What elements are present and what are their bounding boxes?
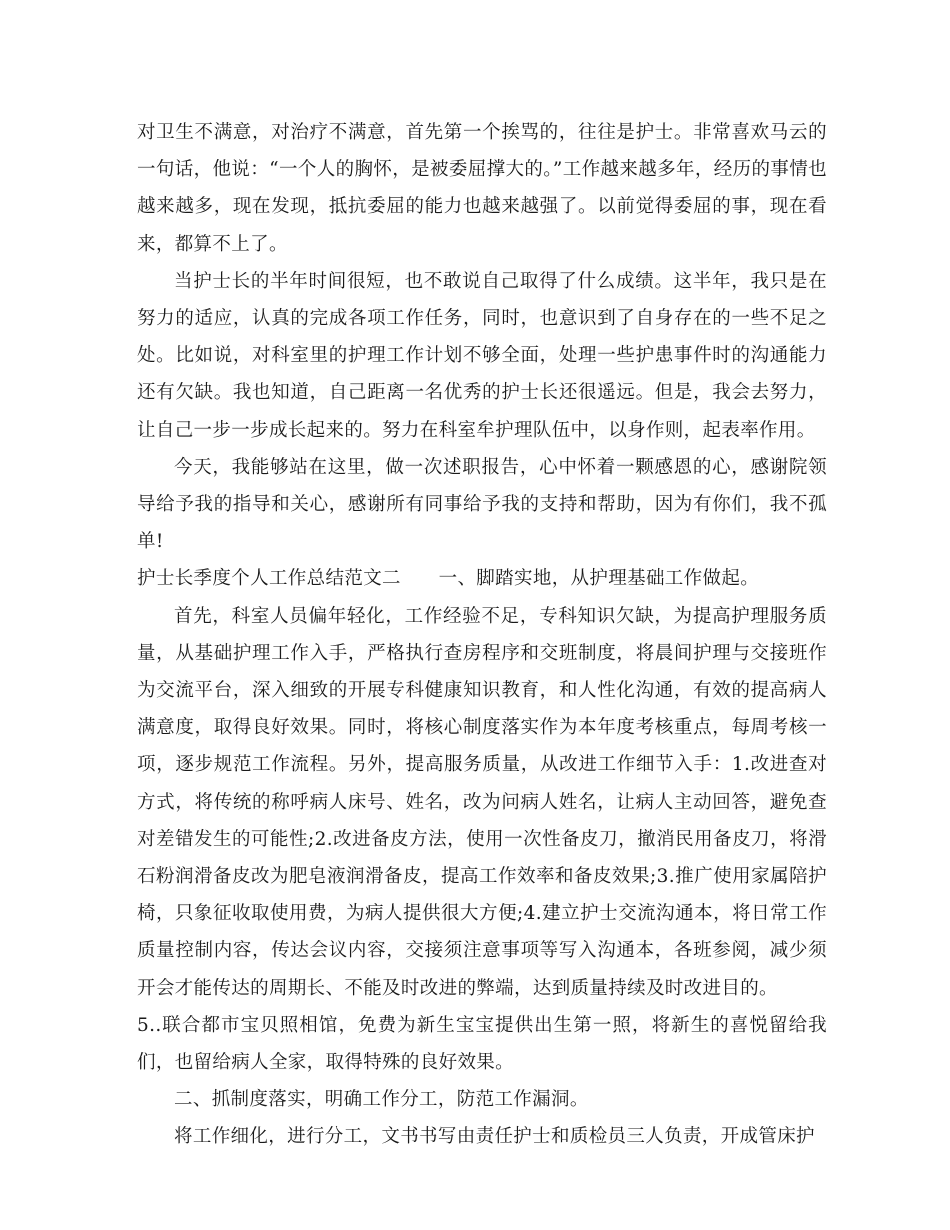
section-heading: 护士长季度个人工作总结范文二 一、脚踏实地，从护理基础工作做起。 [137, 568, 760, 590]
paragraph-2: 当护士长的半年时间很短，也不敢说自己取得了什么成绩。这半年，我只是在努力的适应，认真的完成各项工作任务，同时，也意识到了自身存在的一些不足之处。比如说，对科室里的护理工作计划不够全面，处理一些护患事件时的沟通能力还有欠缺。我也知道，自己距离一名优秀的护士长还很遥远。但是，我会去努力，让自己一步一步成长起来的。努力在科室牟护理队伍中，以身作则，起表率作用。 [137, 270, 827, 441]
paragraph-4: 首先，科室人员偏年轻化，工作经验不足，专科知识欠缺，为提高护理服务质量，从基础护理工作入手，严格执行查房程序和交班制度，将晨间护理与交接班作为交流平台，深入细致的开展专科健康知识教育，和人性化沟通，有效的提高病人满意度，取得良好效果。同时，将核心制度落实作为本年度考核重点，每周考核一项，逐步规范工作流程。另外，提高服务质量，从改进工作细节入手：1.改进查对方式，将传统的称呼病人床号、姓名，改为问病人姓名，让病人主动回答，避免查对差错发生的可能性;2.改进备皮方法，使用一次性备皮刀，撤消民用备皮刀，将滑石粉润滑备皮改为肥皂液润滑备皮，提高工作效率和备皮效果;3.推广使用家属陪护椅，只象征收取使用费，为病人提供很大方便;4.建立护士交流沟通本，将日常工作质量控制内容，传达会议内容，交接须注意事项等写入沟通本，各班参阅，减少须开会才能传达的周期长、不能及时改进的弊端，达到质量持续及时改进目的。 [137, 605, 827, 999]
paragraph-1: 对卫生不满意，对治疗不满意，首先第一个挨骂的，往往是护士。非常喜欢马云的一句话，他说：“一个人的胸怀，是被委屈撑大的。”工作越来越多年，经历的事情也越来越多，现在发现，抵抗委屈的能力也越来越强了。以前觉得委屈的事，现在看来，都算不上了。 [137, 122, 827, 255]
document-body [137, 114, 827, 1156]
subheading-2: 二、抓制度落实，明确工作分工，防范工作漏洞。 [174, 1089, 589, 1111]
paragraph-5: 5..联合都市宝贝照相馆，免费为新生宝宝提供出生第一照，将新生的喜悦留给我们，也留给病人全家，取得特殊的良好效果。 [137, 1014, 827, 1074]
paragraph-6: 将工作细化，进行分工，文书书写由责任护士和质检员三人负责，开成管床护 [174, 1126, 815, 1148]
paragraph-3: 今天，我能够站在这里，做一次述职报告，心中怀着一颗感恩的心，感谢院领导给予我的指导和关心，感谢所有同事给予我的支持和帮助，因为有你们，我不孤单! [137, 456, 827, 553]
